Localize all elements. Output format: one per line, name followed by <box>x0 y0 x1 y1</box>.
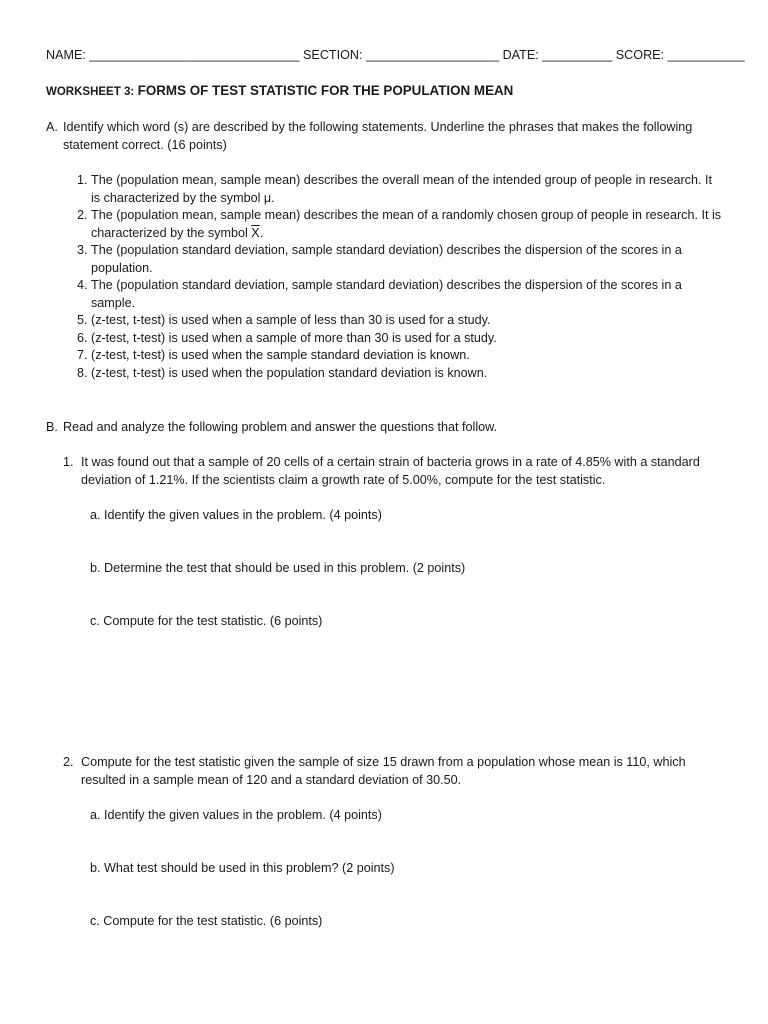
section-a-instruction <box>46 119 706 154</box>
list-item: 4. The (population standard deviation, sample standard deviation) describes the dispersion of the scores in a sample. <box>77 278 682 310</box>
list-item: 5. (z-test, t-test) is used when a sample of less than 30 is used for a study. <box>77 313 491 327</box>
section-a-label: A. <box>46 120 58 134</box>
worksheet-title <box>46 82 513 102</box>
list-item: 6. (z-test, t-test) is used when a sample of more than 30 is used for a study. <box>77 330 497 345</box>
problem-1-part-a: a. Identify the given values in the problem. (4 points) <box>90 508 382 522</box>
x-bar-symbol: $\overline{X}$ <box>251 225 260 240</box>
list-item: 7. (z-test, t-test) is used when the sample standard deviation is known. <box>77 348 470 362</box>
problem-1: 1. It was found out that a sample of 20 cells of a certain strain of bacteria grows in a rate of 4.85% with a standard deviation of 1.21%. If the scientists claim a growth rate of 5.00%, compute for the test statistic. <box>63 455 700 487</box>
list-item: 8. (z-test, t-test) is used when the population standard deviation is known. <box>77 365 488 380</box>
score-field[interactable]: SCORE: ___________ <box>615 48 745 62</box>
title-prefix: WORKSHEET 3: <box>46 86 135 98</box>
list-item: 1. The (population mean, sample mean) describes the overall mean of the intended group of people in research. It is characterized by the symbol μ. <box>77 173 712 205</box>
list-item: 3. The (population standard deviation, sample standard deviation) describes the dispersion of the scores in a population. <box>77 243 682 275</box>
section-b-label: B. <box>46 420 58 434</box>
section-field[interactable]: SECTION: ___________________ <box>303 48 500 62</box>
section-b-instruction <box>46 419 726 437</box>
section-a-list <box>77 172 722 382</box>
problem-1-part-b: b. Determine the test that should be used in this problem. (2 points) <box>90 561 466 575</box>
problem-2: 2. Compute for the test statistic given the sample of size 15 drawn from a population whose mean is 110, which resulted in a sample mean of 120 and a standard deviation of 30.50. <box>63 755 686 787</box>
date-field[interactable]: DATE: __________ <box>502 48 613 62</box>
problem-2-part-b: b. What test should be used in this problem? (2 points) <box>90 861 395 875</box>
section-a-text: Identify which word (s) are described by the following statements. Underline the phrases that makes the following statement correct. (16 points) <box>63 120 693 152</box>
title-main: FORMS OF TEST STATISTIC FOR THE POPULATION MEAN <box>137 83 514 98</box>
header-fields <box>46 47 745 65</box>
problem-2-part-c: c. Compute for the test statistic. (6 points) <box>90 914 323 928</box>
problem-1-part-c: c. Compute for the test statistic. (6 points) <box>90 614 323 628</box>
section-b-text: Read and analyze the following problem and answer the questions that follow. <box>63 420 498 434</box>
list-item: 2. The (population mean, sample mean) describes the mean of a randomly chosen group of people in research. It is characterized by the symbol $\overline{X}$. <box>77 208 722 240</box>
name-field[interactable]: NAME: ______________________________ <box>46 48 300 62</box>
problem-2-part-a: a. Identify the given values in the problem. (4 points) <box>90 808 382 822</box>
